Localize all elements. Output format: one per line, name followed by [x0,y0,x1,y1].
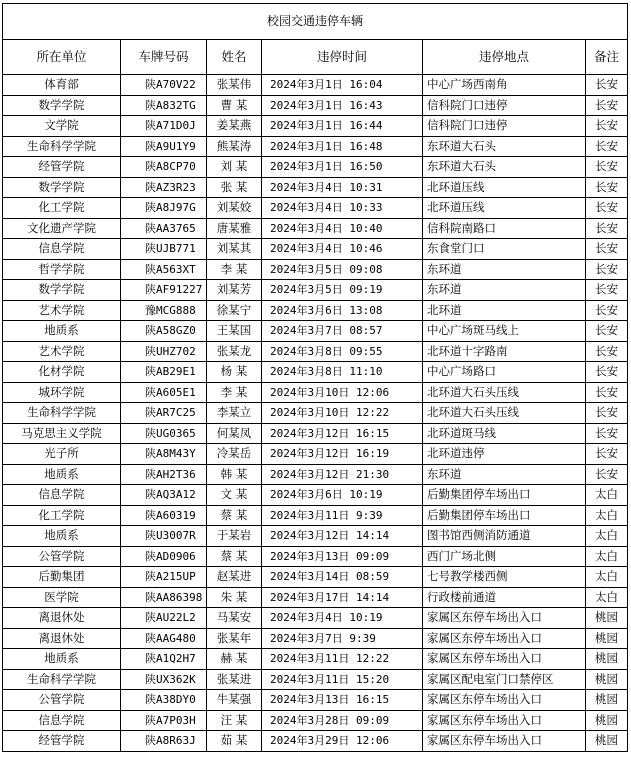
cell-note: 长安 [586,300,628,321]
cell-name: 李 某 [207,382,262,403]
cell-name: 李某立 [207,403,262,424]
cell-note: 桃园 [586,669,628,690]
cell-time: 2024年3月28日 09:09 [262,710,423,731]
cell-place: 北环道大石头压线 [423,403,586,424]
header-time: 违停时间 [262,40,423,75]
cell-unit: 信息学院 [3,239,121,260]
header-unit: 所在单位 [3,40,121,75]
cell-plate: 陕A7P03H [121,710,207,731]
cell-note: 桃园 [586,628,628,649]
cell-unit: 光子所 [3,444,121,465]
cell-name: 刘某姣 [207,198,262,219]
table-row [3,526,628,547]
cell-unit: 地质系 [3,321,121,342]
cell-plate: 陕AR7C25 [121,403,207,424]
cell-note: 太白 [586,567,628,588]
cell-name: 曹 某 [207,95,262,116]
cell-name: 赵某进 [207,567,262,588]
table-row [3,567,628,588]
table-row [3,690,628,711]
cell-name: 李 某 [207,259,262,280]
cell-place: 家属区东停车场出入口 [423,710,586,731]
cell-name: 姜某燕 [207,116,262,137]
cell-unit: 经管学院 [3,731,121,752]
cell-plate: 陕A58GZ0 [121,321,207,342]
cell-unit: 化工学院 [3,198,121,219]
cell-plate: 陕A8CP70 [121,157,207,178]
cell-plate: 陕A832TG [121,95,207,116]
cell-time: 2024年3月1日 16:04 [262,75,423,96]
cell-place: 信科院门口违停 [423,95,586,116]
cell-time: 2024年3月8日 09:55 [262,341,423,362]
cell-name: 刘某其 [207,239,262,260]
cell-note: 长安 [586,464,628,485]
table-row [3,280,628,301]
cell-place: 西门广场北侧 [423,546,586,567]
cell-plate: 陕A563XT [121,259,207,280]
table-row [3,177,628,198]
cell-name: 何某凤 [207,423,262,444]
cell-place: 后勤集团停车场出口 [423,505,586,526]
cell-time: 2024年3月6日 13:08 [262,300,423,321]
cell-time: 2024年3月4日 10:40 [262,218,423,239]
table-title: 校园交通违停车辆 [3,4,628,40]
cell-time: 2024年3月29日 12:06 [262,731,423,752]
cell-name: 张某进 [207,669,262,690]
header-note: 备注 [586,40,628,75]
table-row [3,649,628,670]
cell-name: 汪 某 [207,710,262,731]
cell-plate: 陕A71D0J [121,116,207,137]
cell-place: 北环道 [423,300,586,321]
cell-note: 太白 [586,546,628,567]
cell-plate: 陕AZ3R23 [121,177,207,198]
cell-unit: 化材学院 [3,362,121,383]
cell-time: 2024年3月1日 16:43 [262,95,423,116]
table-row [3,485,628,506]
cell-time: 2024年3月10日 12:06 [262,382,423,403]
table-row [3,300,628,321]
cell-place: 东环道 [423,280,586,301]
cell-unit: 信息学院 [3,710,121,731]
table-row [3,341,628,362]
cell-unit: 城环学院 [3,382,121,403]
cell-time: 2024年3月14日 08:59 [262,567,423,588]
cell-plate: 陕A1Q2H7 [121,649,207,670]
table-row [3,546,628,567]
cell-unit: 离退休处 [3,608,121,629]
cell-note: 长安 [586,116,628,137]
table-row [3,710,628,731]
cell-note: 长安 [586,75,628,96]
cell-unit: 数学学院 [3,177,121,198]
table-row [3,382,628,403]
table-body [3,75,628,752]
cell-time: 2024年3月10日 12:22 [262,403,423,424]
cell-place: 家属区东停车场出入口 [423,628,586,649]
cell-unit: 信息学院 [3,485,121,506]
cell-place: 信科院门口违停 [423,116,586,137]
table-row [3,628,628,649]
cell-name: 王某国 [207,321,262,342]
cell-note: 桃园 [586,690,628,711]
violation-sheet [2,3,627,752]
cell-note: 桃园 [586,710,628,731]
cell-place: 家属区东停车场出入口 [423,608,586,629]
cell-time: 2024年3月11日 15:20 [262,669,423,690]
cell-name: 刘 某 [207,157,262,178]
cell-note: 桃园 [586,649,628,670]
table-row [3,116,628,137]
cell-name: 张某龙 [207,341,262,362]
cell-time: 2024年3月6日 10:19 [262,485,423,506]
table-row [3,608,628,629]
cell-plate: 陕A8M43Y [121,444,207,465]
cell-note: 长安 [586,218,628,239]
cell-name: 张 某 [207,177,262,198]
cell-name: 韩 某 [207,464,262,485]
cell-note: 长安 [586,239,628,260]
cell-plate: 陕AU22L2 [121,608,207,629]
cell-name: 蔡 某 [207,505,262,526]
cell-unit: 化工学院 [3,505,121,526]
cell-place: 中心广场斑马线上 [423,321,586,342]
table-row [3,464,628,485]
cell-place: 后勤集团停车场出口 [423,485,586,506]
cell-place: 东环道大石头 [423,136,586,157]
cell-note: 太白 [586,505,628,526]
table-row [3,403,628,424]
cell-plate: 陕AAG480 [121,628,207,649]
table-row [3,423,628,444]
cell-note: 长安 [586,95,628,116]
cell-place: 七号教学楼西侧 [423,567,586,588]
cell-note: 长安 [586,382,628,403]
cell-name: 徐某宁 [207,300,262,321]
cell-note: 太白 [586,587,628,608]
cell-name: 赫 某 [207,649,262,670]
cell-time: 2024年3月4日 10:31 [262,177,423,198]
cell-time: 2024年3月7日 9:39 [262,628,423,649]
cell-name: 张某年 [207,628,262,649]
cell-place: 信科院南路口 [423,218,586,239]
table-row [3,75,628,96]
cell-note: 长安 [586,157,628,178]
cell-name: 文 某 [207,485,262,506]
cell-plate: 陕A70V22 [121,75,207,96]
cell-plate: 陕UJB771 [121,239,207,260]
cell-name: 茹 某 [207,731,262,752]
cell-unit: 经管学院 [3,157,121,178]
cell-plate: 陕AA3765 [121,218,207,239]
cell-place: 北环道大石头压线 [423,382,586,403]
cell-plate: 陕AD0906 [121,546,207,567]
cell-plate: 陕A38DY0 [121,690,207,711]
cell-unit: 地质系 [3,649,121,670]
cell-place: 东环道大石头 [423,157,586,178]
cell-note: 长安 [586,362,628,383]
cell-unit: 生命科学学院 [3,136,121,157]
cell-name: 朱 某 [207,587,262,608]
cell-note: 桃园 [586,608,628,629]
cell-time: 2024年3月4日 10:19 [262,608,423,629]
cell-place: 家属区东停车场出入口 [423,731,586,752]
cell-unit: 数学学院 [3,280,121,301]
cell-plate: 陕A605E1 [121,382,207,403]
cell-time: 2024年3月5日 09:19 [262,280,423,301]
table-row [3,198,628,219]
cell-name: 杨 某 [207,362,262,383]
cell-note: 长安 [586,198,628,219]
table-row [3,218,628,239]
cell-unit: 生命科学学院 [3,669,121,690]
cell-place: 家属区东停车场出入口 [423,649,586,670]
cell-unit: 艺术学院 [3,300,121,321]
cell-unit: 文学院 [3,116,121,137]
cell-place: 东食堂门口 [423,239,586,260]
cell-note: 长安 [586,259,628,280]
table-row [3,95,628,116]
cell-place: 东环道 [423,464,586,485]
cell-time: 2024年3月13日 09:09 [262,546,423,567]
table-row [3,505,628,526]
header-place: 违停地点 [423,40,586,75]
cell-name: 张某伟 [207,75,262,96]
cell-place: 北环道斑马线 [423,423,586,444]
cell-plate: 陕A60319 [121,505,207,526]
cell-time: 2024年3月1日 16:44 [262,116,423,137]
cell-place: 北环道违停 [423,444,586,465]
cell-place: 中心广场西南角 [423,75,586,96]
cell-time: 2024年3月7日 08:57 [262,321,423,342]
table-row [3,157,628,178]
cell-unit: 艺术学院 [3,341,121,362]
cell-note: 长安 [586,423,628,444]
cell-name: 唐某雅 [207,218,262,239]
cell-unit: 离退休处 [3,628,121,649]
cell-note: 桃园 [586,731,628,752]
cell-name: 冷某岳 [207,444,262,465]
cell-plate: 陕AH2T36 [121,464,207,485]
cell-time: 2024年3月11日 12:22 [262,649,423,670]
cell-note: 长安 [586,444,628,465]
cell-note: 太白 [586,526,628,547]
table-row [3,239,628,260]
cell-time: 2024年3月12日 16:15 [262,423,423,444]
cell-unit: 地质系 [3,526,121,547]
header-row [3,40,628,75]
cell-name: 刘某芳 [207,280,262,301]
cell-plate: 陕UHZ702 [121,341,207,362]
cell-place: 北环道压线 [423,177,586,198]
cell-note: 长安 [586,136,628,157]
cell-time: 2024年3月8日 11:10 [262,362,423,383]
cell-time: 2024年3月4日 10:33 [262,198,423,219]
cell-place: 图书馆西侧消防通道 [423,526,586,547]
cell-unit: 地质系 [3,464,121,485]
cell-time: 2024年3月4日 10:46 [262,239,423,260]
cell-place: 北环道十字路南 [423,341,586,362]
cell-name: 于某岩 [207,526,262,547]
cell-place: 东环道 [423,259,586,280]
cell-unit: 哲学学院 [3,259,121,280]
cell-plate: 陕AB29E1 [121,362,207,383]
cell-unit: 公管学院 [3,690,121,711]
cell-name: 牛某强 [207,690,262,711]
cell-plate: 陕AF91227 [121,280,207,301]
table-row [3,731,628,752]
cell-note: 长安 [586,403,628,424]
cell-plate: 陕UX362K [121,669,207,690]
cell-name: 熊某涛 [207,136,262,157]
violation-table [2,3,628,752]
cell-unit: 文化遗产学院 [3,218,121,239]
cell-unit: 体育部 [3,75,121,96]
cell-time: 2024年3月17日 14:14 [262,587,423,608]
cell-place: 行政楼前通道 [423,587,586,608]
cell-plate: 陕UG0365 [121,423,207,444]
cell-time: 2024年3月5日 09:08 [262,259,423,280]
table-row [3,362,628,383]
cell-unit: 医学院 [3,587,121,608]
header-name: 姓名 [207,40,262,75]
cell-unit: 公管学院 [3,546,121,567]
cell-place: 中心广场路口 [423,362,586,383]
cell-time: 2024年3月11日 9:39 [262,505,423,526]
cell-unit: 生命科学学院 [3,403,121,424]
table-row [3,321,628,342]
table-row [3,444,628,465]
table-row [3,587,628,608]
cell-time: 2024年3月12日 14:14 [262,526,423,547]
cell-plate: 陕U3007R [121,526,207,547]
cell-plate: 陕AA86398 [121,587,207,608]
cell-plate: 陕A8J97G [121,198,207,219]
header-plate: 车牌号码 [121,40,207,75]
cell-note: 长安 [586,177,628,198]
cell-plate: 陕AQ3A12 [121,485,207,506]
table-row [3,136,628,157]
cell-time: 2024年3月13日 16:15 [262,690,423,711]
cell-unit: 后勤集团 [3,567,121,588]
cell-note: 长安 [586,321,628,342]
cell-plate: 陕A9U1Y9 [121,136,207,157]
cell-plate: 豫MCG888 [121,300,207,321]
cell-place: 家属区东停车场出入口 [423,690,586,711]
cell-place: 家属区配电室门口禁停区 [423,669,586,690]
cell-time: 2024年3月12日 21:30 [262,464,423,485]
cell-note: 长安 [586,280,628,301]
cell-unit: 数学学院 [3,95,121,116]
cell-plate: 陕A8R63J [121,731,207,752]
table-row [3,259,628,280]
table-row [3,669,628,690]
cell-plate: 陕A215UP [121,567,207,588]
cell-place: 北环道压线 [423,198,586,219]
cell-note: 长安 [586,341,628,362]
cell-name: 马某安 [207,608,262,629]
cell-time: 2024年3月1日 16:48 [262,136,423,157]
cell-note: 太白 [586,485,628,506]
cell-unit: 马克思主义学院 [3,423,121,444]
cell-time: 2024年3月12日 16:19 [262,444,423,465]
cell-time: 2024年3月1日 16:50 [262,157,423,178]
cell-name: 蔡 某 [207,546,262,567]
